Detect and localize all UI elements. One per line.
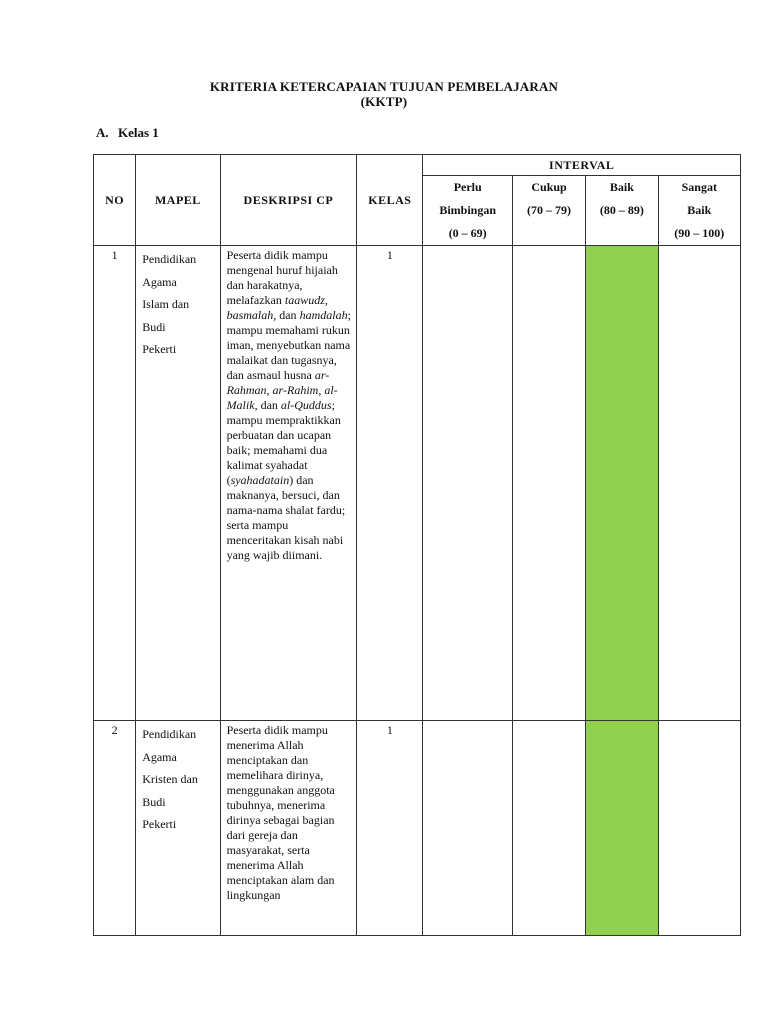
cell-cukup [512,721,585,936]
desc-text: , dan [254,398,281,412]
row-number: 1 [94,246,136,721]
cell-baik-highlighted [586,721,658,936]
subject-line: Pekerti [142,342,177,356]
band-label: Baik [609,180,634,194]
section-label: Kelas 1 [118,125,159,140]
desc-text: ; mampu memahami rukun iman, menyebutkan nama malaikat dan tugasnya, dan asmaul husna [226,308,351,382]
band-range: (0 – 69) [448,226,487,240]
band-label: Bimbingan [439,203,497,217]
desc-italic: ar-Rahman, ar-Rahim, al-Malik [226,368,338,412]
row-subject [136,721,220,936]
band-label: Cukup [531,180,567,194]
band-label: Baik [687,203,712,217]
section-heading [96,125,159,141]
band-label: Sangat [681,180,717,194]
table-row [94,246,741,721]
desc-italic: taawudz, basmalah, [226,293,328,322]
section-letter: A. [96,125,109,140]
table-row [94,721,741,936]
band-range: (80 – 89) [599,203,644,217]
col-header-interval: INTERVAL [423,155,741,176]
desc-italic: syahadatain [230,473,290,487]
row-subject [136,246,220,721]
subject-line: Pendidikan [142,252,197,266]
subject-line: Budi [142,319,166,334]
desc-italic: al-Quddus [280,398,332,412]
subject-line: Budi [142,794,166,809]
col-header-no: NO [94,155,136,246]
desc-text: dan [276,308,300,322]
desc-text: ) dan maknanya, bersuci, dan nama-nama shalat fardu; serta mampu menceritakan kisah nabi yang wajib diimani. [226,473,346,562]
row-class: 1 [357,246,423,721]
row-description: Peserta didik mampu menerima Allah menciptakan dan memelihara dirinya, menggunakan anggota tubuhnya, menerima dirinya sebagai bagian dari gereja dan masyarakat, serta menerima Allah menciptakan alam dan lingkungan [220,721,357,936]
band-label: Perlu [453,180,482,194]
cell-sangat-baik [658,246,740,721]
band-cukup [512,176,585,246]
document-title: KRITERIA KETERCAPAIAN TUJUAN PEMBELAJARAN [209,79,559,94]
band-range: (90 – 100) [674,226,725,240]
cell-sangat-baik [658,721,740,936]
cell-perlu-bimbingan [423,246,512,721]
col-header-kelas: KELAS [357,155,423,246]
band-sangat-baik [658,176,740,246]
band-perlu-bimbingan [423,176,512,246]
desc-text: ; mampu mempraktikkan perbuatan dan ucapan baik; memahami dua kalimat syahadat ( [226,398,341,487]
band-range: (70 – 79) [527,203,572,217]
subject-line: Kristen dan [142,772,198,786]
row-number: 2 [94,721,136,936]
subject-line: Agama [142,274,177,289]
document-subtitle: (KKTP) [360,94,408,109]
desc-text: Peserta didik mampu mengenal huruf hijaiah dan harakatnya, melafazkan [226,248,338,307]
subject-line: Pendidikan [142,727,197,741]
cell-baik-highlighted [586,246,658,721]
col-header-mapel: MAPEL [136,155,220,246]
row-class: 1 [357,721,423,936]
cell-cukup [512,246,585,721]
row-description [220,246,357,721]
subject-line: Pekerti [142,817,177,831]
desc-italic: hamdalah [299,308,348,322]
cell-perlu-bimbingan [423,721,512,936]
col-header-deskripsi: DESKRIPSI CP [220,155,357,246]
subject-line: Islam dan [142,297,190,311]
band-baik [586,176,658,246]
kktp-table [93,154,741,936]
subject-line: Agama [142,749,177,764]
